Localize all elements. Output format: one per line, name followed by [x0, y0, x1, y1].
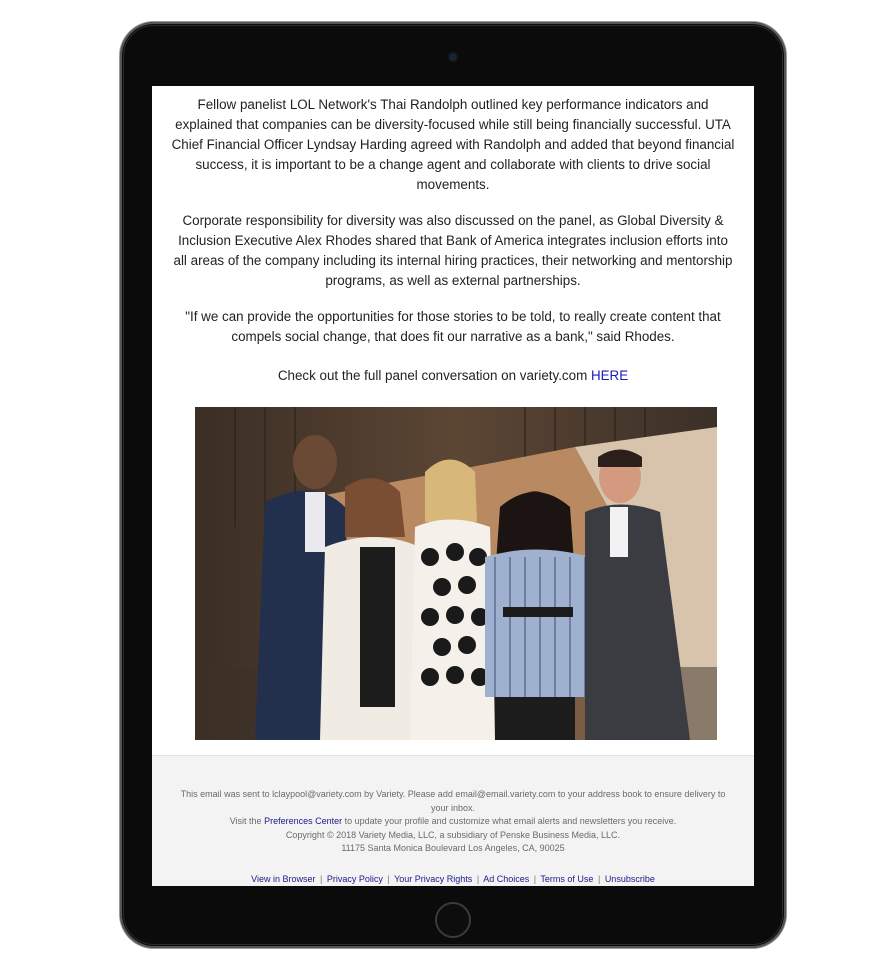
paragraph-rhodes: Corporate responsibility for diversity was also discussed on the panel, as Global Diversity & Inclusion Executive Alex Rhodes shared that Bank of America integrates inclusion efforts into all areas of the company including its internal hiring practices, their networking and mentorship programs, as well as external partnerships. [173, 213, 733, 288]
paragraph-randolph: Fellow panelist LOL Network's Thai Randolph outlined key performance indicators and explained that companies can be diversity-focused while still being financially successful. UTA Chief Financial Officer Lyndsay Harding agreed with Randolph and added that beyond financial success, it is important to be a change agent and collaborate with clients to drive social movements. [171, 97, 735, 192]
privacy-policy-link[interactable]: Privacy Policy [326, 874, 383, 884]
cta-line [152, 366, 754, 386]
footer-sent-to: This email was sent to lclaypool@variety.com by Variety. Please add email@email.variety.com to your address book to ensure delivery to your inbox. [180, 789, 726, 813]
panel-photo [195, 407, 717, 740]
footer-visit-suffix: to update your profile and customize what email alerts and newsletters you receive. [342, 816, 677, 826]
email-screen [152, 86, 754, 886]
front-camera [449, 53, 457, 61]
link-separator: | [320, 874, 323, 884]
home-button[interactable] [435, 902, 471, 938]
here-link[interactable]: HERE [590, 368, 629, 383]
unsubscribe-link[interactable]: Unsubscribe [604, 874, 655, 884]
quote-rhodes: "If we can provide the opportunities for those stories to be told, to really create content that compels social change, that does fit our narrative as a bank," said Rhodes. [185, 309, 721, 344]
email-body [152, 86, 754, 756]
footer-text-block [172, 788, 734, 856]
link-separator: | [476, 874, 480, 884]
ad-choices-link[interactable]: Ad Choices [483, 874, 530, 884]
footer-copyright: Copyright © 2018 Variety Media, LLC, a subsidiary of Penske Business Media, LLC. [285, 829, 621, 840]
cta-text: Check out the full panel conversation on variety.com [277, 368, 591, 383]
preferences-center-link[interactable]: Preferences Center [264, 816, 343, 826]
panel-photo-illustration [195, 407, 717, 740]
terms-of-use-link[interactable]: Terms of Use [540, 874, 594, 884]
link-separator: | [533, 874, 537, 884]
footer-links [152, 874, 754, 884]
link-separator: | [387, 874, 390, 884]
link-separator: | [597, 874, 601, 884]
footer-visit-prefix: Visit the [229, 816, 265, 826]
view-in-browser-link[interactable]: View in Browser [251, 874, 316, 884]
privacy-rights-link[interactable]: Your Privacy Rights [394, 874, 473, 884]
email-footer [152, 755, 754, 886]
footer-address: 11175 Santa Monica Boulevard Los Angeles, CA, 90025 [341, 843, 565, 853]
footer-preferences-line [172, 815, 734, 829]
